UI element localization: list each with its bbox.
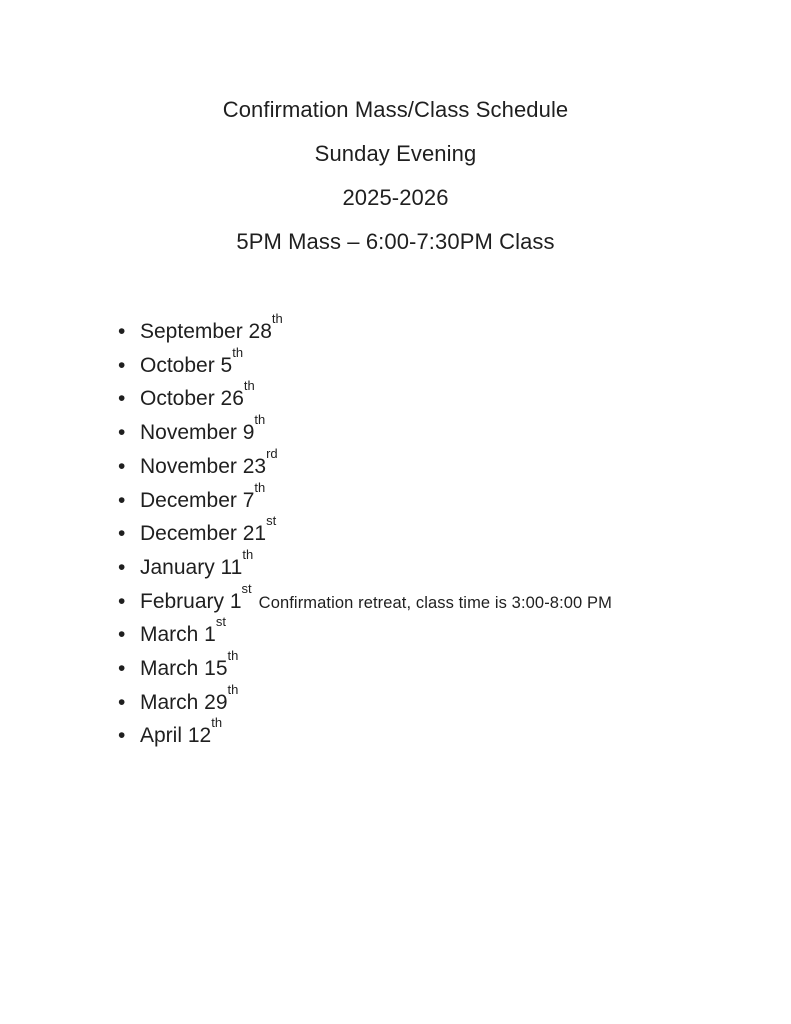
document-header	[0, 0, 791, 264]
schedule-date: September 28	[140, 320, 272, 343]
schedule-date: October 5	[140, 353, 233, 377]
subtitle-day: Sunday Evening	[314, 141, 477, 166]
schedule-date: December 7	[140, 488, 255, 512]
bullet-icon: •	[118, 387, 126, 411]
schedule-date: December 21	[140, 522, 267, 546]
list-item	[0, 445, 791, 485]
bullet-icon: •	[118, 522, 126, 546]
schedule-date: January 11	[140, 555, 243, 579]
list-item	[0, 311, 791, 350]
ordinal-suffix: th	[254, 412, 266, 428]
ordinal-suffix: th	[232, 344, 244, 360]
ordinal-suffix: st	[241, 580, 252, 596]
list-item	[0, 580, 791, 620]
subtitle-year: 2025-2026	[342, 185, 449, 210]
page-title: Confirmation Mass/Class Schedule	[222, 97, 569, 122]
schedule-list	[0, 311, 791, 754]
ordinal-suffix: th	[242, 546, 254, 562]
bullet-icon: •	[118, 454, 126, 478]
ordinal-suffix: st	[266, 513, 277, 529]
schedule-date: March 29	[140, 690, 228, 714]
schedule-date: April 12	[140, 724, 212, 748]
bullet-icon: •	[118, 555, 126, 579]
schedule-date: March 15	[140, 657, 228, 681]
subtitle-time: 5PM Mass – 6:00-7:30PM Class	[236, 229, 555, 254]
bullet-icon: •	[118, 320, 126, 343]
ordinal-suffix: th	[211, 715, 223, 731]
schedule-date: November 9	[140, 421, 255, 445]
list-item	[0, 715, 791, 754]
list-item	[0, 378, 791, 417]
bullet-icon: •	[118, 724, 126, 748]
bullet-icon: •	[118, 488, 126, 512]
schedule-date: October 26	[140, 387, 244, 411]
list-item	[0, 614, 791, 653]
ordinal-suffix: th	[227, 681, 239, 697]
ordinal-suffix: rd	[266, 445, 278, 461]
schedule-date: March 1	[140, 623, 216, 647]
bullet-icon: •	[118, 421, 126, 445]
ordinal-suffix: th	[243, 378, 255, 394]
list-item	[0, 344, 791, 384]
bullet-icon: •	[118, 589, 126, 613]
schedule-note: Confirmation retreat, class time is 3:00-8:00 PM	[258, 593, 612, 612]
bullet-icon: •	[118, 623, 126, 647]
bullet-icon: •	[118, 353, 126, 377]
list-item	[0, 648, 791, 687]
schedule-date: February 1	[140, 589, 242, 613]
bullet-icon: •	[118, 690, 126, 714]
ordinal-suffix: th	[271, 311, 283, 326]
ordinal-suffix: th	[254, 479, 266, 495]
list-item	[0, 412, 791, 451]
bullet-icon: •	[118, 657, 126, 681]
ordinal-suffix: st	[215, 614, 226, 630]
schedule-date: November 23	[140, 454, 267, 478]
list-item	[0, 479, 791, 519]
ordinal-suffix: th	[227, 648, 239, 664]
list-item	[0, 681, 791, 721]
list-item	[0, 513, 791, 552]
list-item	[0, 546, 791, 586]
